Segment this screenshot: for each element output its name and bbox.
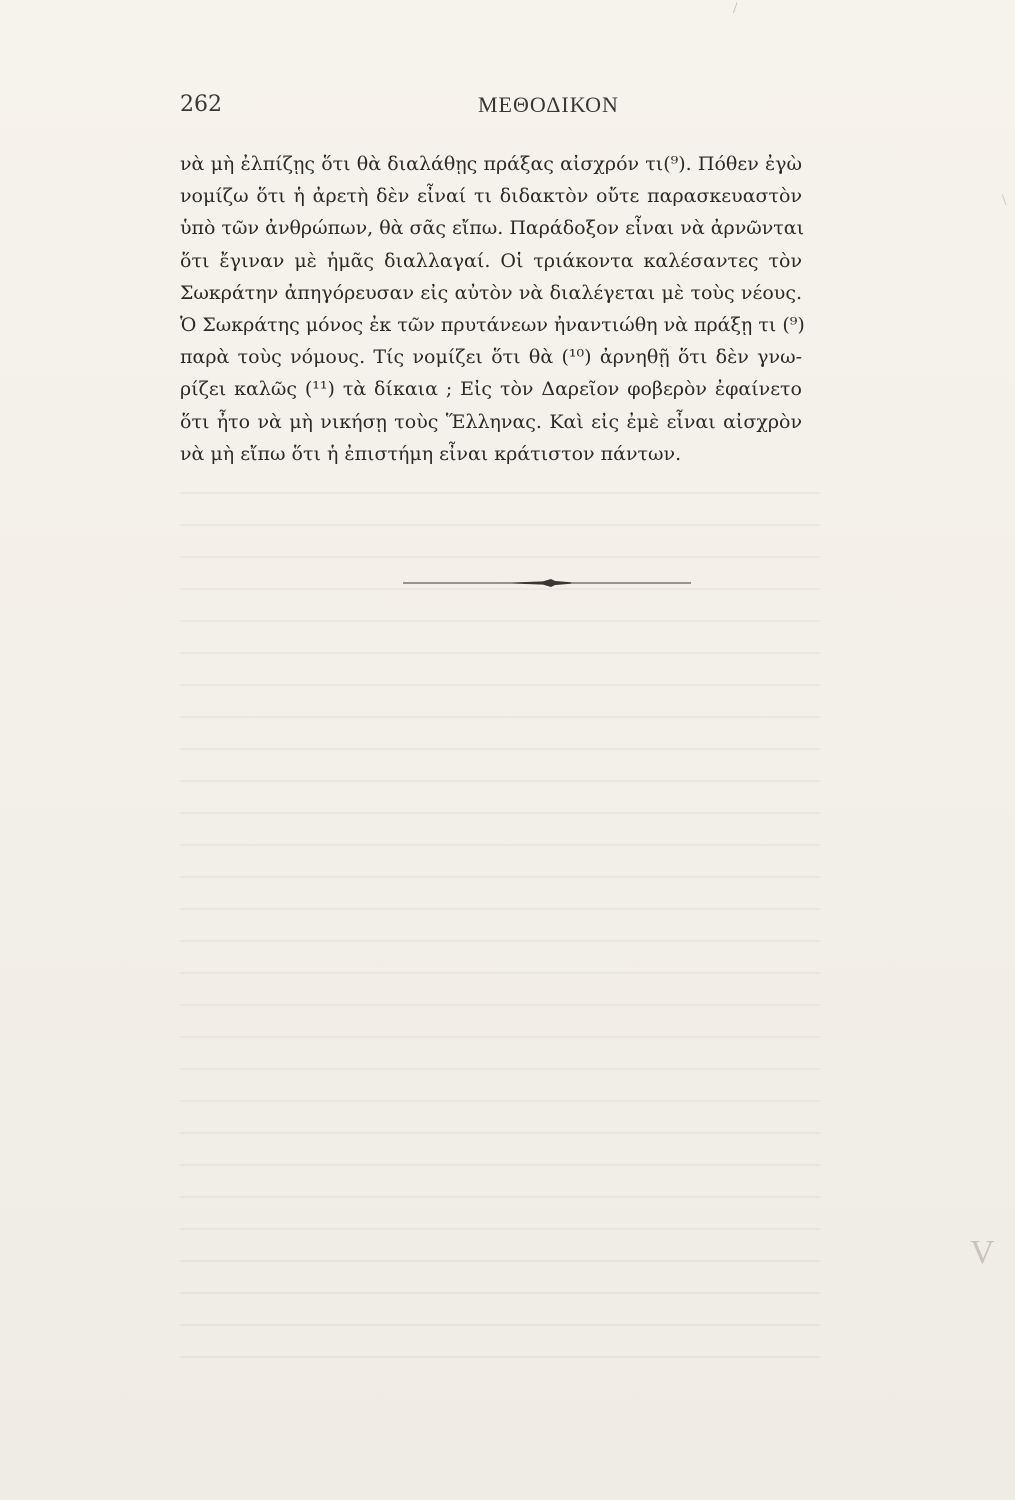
text-line: ὅτι ἔγιναν μὲ ἡμᾶς διαλλαγαί. Οἱ τριάκοντα καλέσαντες τὸν xyxy=(180,249,802,272)
text-line: νομίζω ὅτι ἡ ἀρετὴ δὲν εἶναί τι διδακτὸν οὔτε παρασκευαστὸν xyxy=(180,185,802,208)
ornamental-divider xyxy=(403,576,691,590)
text-line: νὰ μὴ εἴπω ὅτι ἡ ἐπιστήμη εἶναι κράτιστον πάντων. xyxy=(180,442,682,465)
text-line: ὑπὸ τῶν ἀνθρώπων, θὰ σᾶς εἴπω. Παράδοξον εἶναι νὰ ἀρνῶνται xyxy=(180,217,805,240)
show-through-bleed xyxy=(180,470,820,1370)
page-number: 262 xyxy=(180,92,222,117)
running-title: ΜΕΘΟΔΙΚΟΝ xyxy=(478,92,619,117)
text-line: ρίζει καλῶς (¹¹) τὰ δίκαια ; Εἰς τὸν Δαρεῖον φοβερὸν ἐφαίνετο xyxy=(180,378,802,401)
body-text xyxy=(180,148,805,470)
text-line: παρὰ τοὺς νόμους. Τίς νομίζει ὅτι θὰ (¹⁰) ἀρνηθῇ ὅτι δὲν γνω- xyxy=(180,346,802,369)
margin-mark-lower-right: V xyxy=(970,1234,995,1271)
margin-mark-top: / xyxy=(733,0,738,17)
divider-ornament-icon xyxy=(403,576,691,590)
text-line: ὅτι ἦτο νὰ μὴ νικήσῃ τοὺς Ἕλληνας. Καὶ εἰς ἐμὲ εἶναι αἰσχρὸν xyxy=(180,410,802,433)
text-line: Σωκράτην ἀπηγόρευσαν εἰς αὐτὸν νὰ διαλέγεται μὲ τοὺς νέους. xyxy=(180,281,802,304)
margin-mark-right: \ xyxy=(1002,192,1007,209)
text-line: Ὁ Σωκράτης μόνος ἐκ τῶν πρυτάνεων ἠναντιώθη νὰ πράξῃ τι (⁹) xyxy=(180,313,805,336)
page-header xyxy=(180,92,810,126)
text-line: νὰ μὴ ἐλπίζῃς ὅτι θὰ διαλάθῃς πράξας αἰσχρόν τι(⁹). Πόθεν ἐγὼ xyxy=(180,153,802,175)
